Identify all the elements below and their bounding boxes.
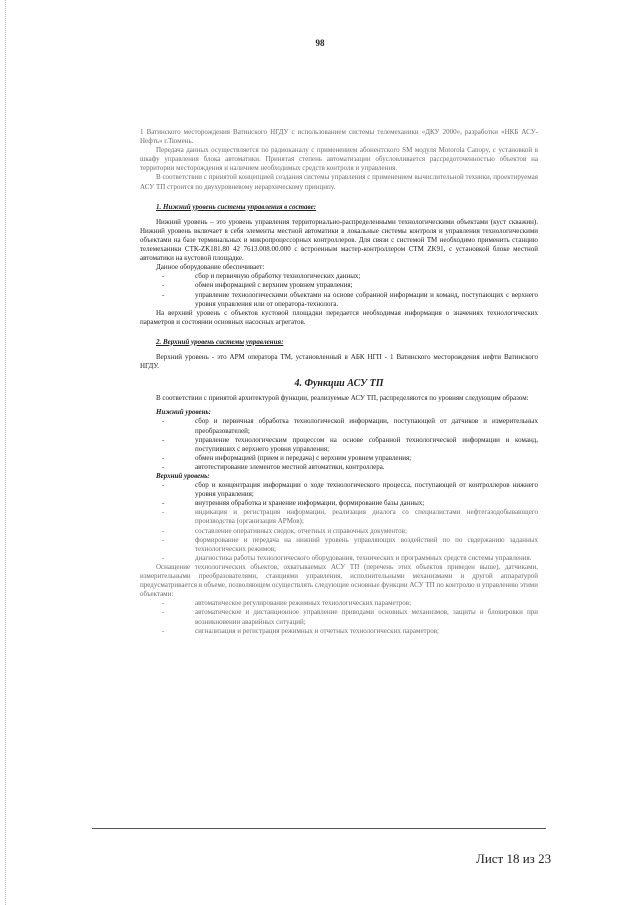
list-item: - формирование и передача на нижний уровень управляющих воздействий по по свдержанию заданных технологических режимов;: [162, 535, 538, 553]
list-item: - управление технологическими объектами на основе собранной информации и команд, поступающих с верхнего уровня управления или от оператора-технолога.: [162, 290, 538, 308]
functions-intro: В соответствии с принятой архитектурой функции, реализуемые АСУ ТП, распределяются по уровням следующим образом:: [156, 394, 529, 403]
upper-level-subheading: Верхний уровень:: [156, 472, 210, 480]
closing-paragraph: Оснащение технологических объектов, охватываемых АСУ ТП (перечень этих объектов приведен выше), датчиками, измерительными преобразователями, станциями управления, исполнительными механизмами и другой аппаратурой предусматривается в объеме, позволяющем осуществлять следующие основные функции АСУ ТП по контролю и управлению этими объектами:: [140, 562, 538, 599]
footer-rule: [92, 828, 546, 829]
list-item: - обмен информацией (прием и передача) с верхним уровнем управления;: [162, 453, 412, 462]
list-item: - сбор и первичную обработку технологических данных;: [162, 272, 361, 281]
intro-paragraph-3: В соответствии с принятой концепцией создания системы управления с применением вычислительной техники, проектируемая АСУ ТП строится по двухуровневому иерархическому принципу.: [140, 173, 538, 191]
list-item: - составление оперативных сводок, отчетных и справочных документов;: [162, 526, 407, 535]
list-item: - внутренняя обработка и хранение информации, формирование базы данных;: [162, 499, 425, 508]
page-number: 98: [315, 38, 325, 48]
page-body: [140, 128, 538, 636]
intro-paragraph-2: Передача данных осуществляется по радиоканалу с применением абонентского SM модуля Motorola Canopy, с установкой в шкафу управления блока автоматики. Принятая степень автоматизации обусловливается рассредоточенностью объектов на территории месторождения и наличием необходимых средств контроля и управления.: [140, 146, 538, 173]
sheet-number: Лист 18 из 23: [476, 851, 552, 866]
scan-margin: [5, 0, 7, 905]
list-item: - индикация и регистрация информации, реализация диалога со специалистами нефтегазодобывающего производства (организация АРМов);: [162, 508, 538, 526]
lower-level-paragraph: Нижний уровень – это уровень управления территориально-распределенными технологическими объектами (куст скважин). Нижний уровень включает в себя элементы местной автоматики в локальные системы контроля и управления технологическими объектами на базе терминальных и микропроцессорных контроллеров. Для связи с системой ТМ необходимо применить станцию телемеханики СТК-ZK181.80 42 7613.008.00.000 с встроенным мастер-контроллером СТМ ZK91, с установкой блоке местной автоматики на кустовой площадке.: [140, 217, 538, 263]
section-title-functions: 4. Функции АСУ ТП: [294, 378, 384, 390]
upper-level-paragraph: Верхний уровень - это АРМ оператора ТМ, установленный в АБК НГП - 1 Ватинского месторождения нефти Ватинского НГДУ.: [140, 352, 538, 371]
equipment-intro: Данное оборудование обеспечивает:: [156, 263, 265, 272]
lower-level-subheading: Нижний уровень:: [156, 408, 212, 417]
list-item: - диагностика работы технологического оборудования, технических и программных средств системы управления.: [162, 553, 532, 562]
lower-level-paragraph-2: На верхний уровень с объектов кустовой площадки передается необходимая информация о значениях технологических параметров и состоянии основных насосных агрегатов.: [140, 308, 538, 326]
intro-paragraph-1: 1 Ватинского месторождения Ватинского НГДУ с использованием системы телемеханики «ДКУ 2000», разработки «НКБ АСУ-Нефть» г.Тюмень.: [140, 128, 538, 146]
list-item: - обмен информацией с верхним уровнем управления;: [162, 281, 353, 290]
list-item: - автотестирование элементов местной автоматики, контроллера.: [162, 462, 385, 471]
list-item: - сигнализация и регистрация режимных и отчетных технологических параметров;: [162, 626, 439, 635]
section-heading-lower-level: 1. Нижний уровень системы управления в составе:: [156, 202, 317, 211]
list-item: - сбор и концентрация информации о ходе технологического процесса, поступающей от контроллеров нижнего уровня управления;: [162, 481, 538, 499]
list-item: - автоматическое регулирование режимных технологических параметров;: [162, 599, 412, 608]
section-heading-upper-level: 2. Верхний уровень системы управления:: [156, 337, 284, 346]
list-item: - сбор и первичная обработка технологической информации, поступающей от датчиков и измерительных преобразователей;: [162, 417, 538, 435]
list-item: - автоматическое и дистанционное управление приводами основных механизмов, защиты и блокировки при возникновении аварийных ситуаций;: [162, 608, 538, 626]
list-item: - управление технологическим процессом на основе собранной технологической информации и команд, поступивших с верхнего уровня управления;: [162, 435, 538, 453]
